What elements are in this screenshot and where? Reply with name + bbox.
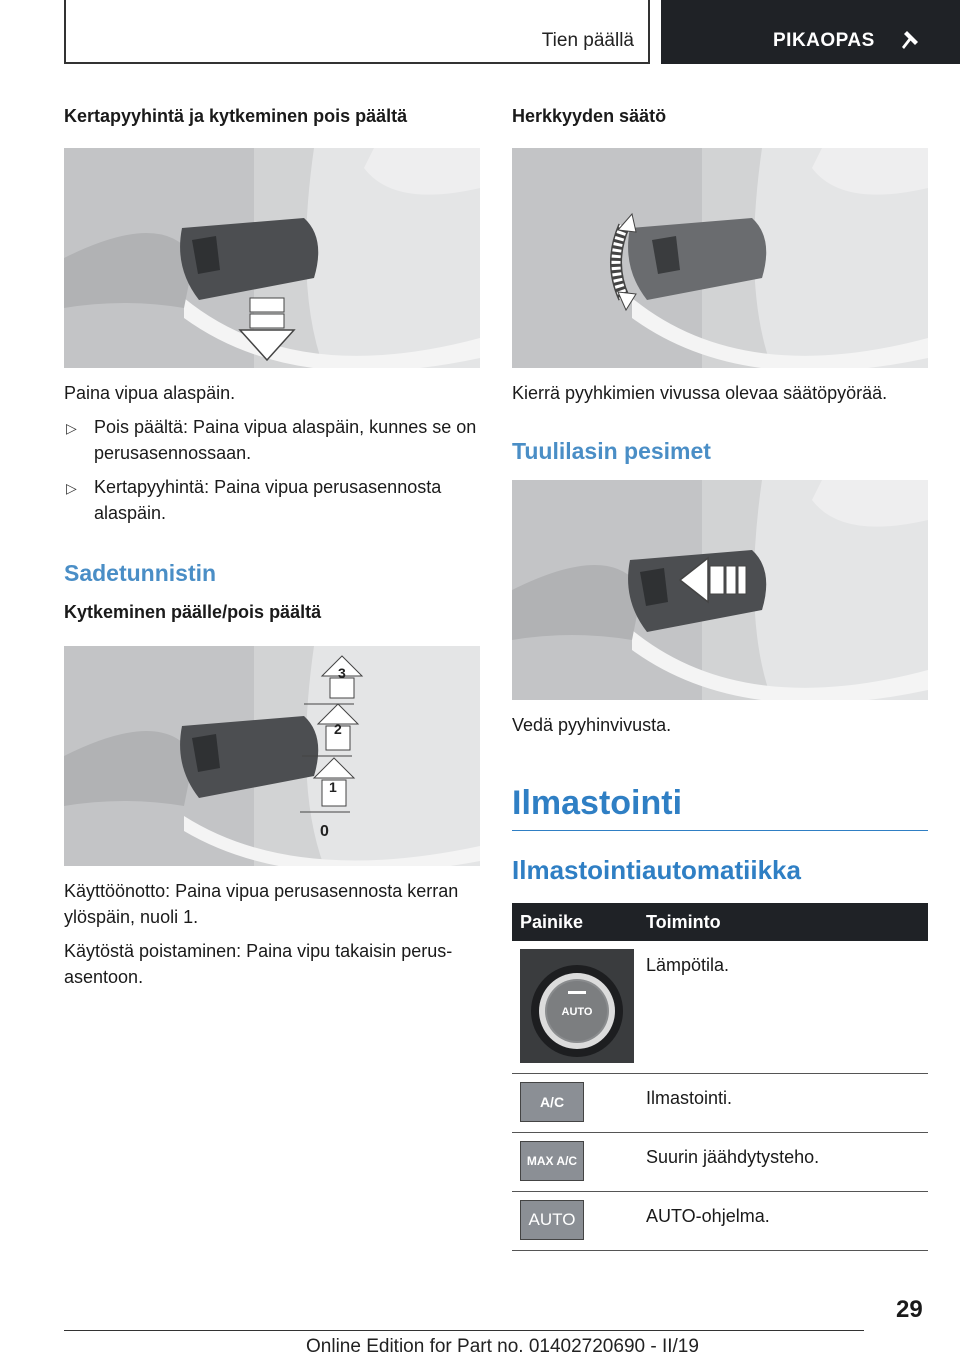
bullet-item: ▷ Pois päältä: Paina vipua alaspäin, kunnes se on perusasennossaan.: [66, 417, 477, 463]
function-cell: Lämpötila.: [638, 941, 928, 1074]
header-guide-label: PIKAOPAS: [773, 30, 875, 51]
max-ac-button-icon: MAX A/C: [520, 1141, 584, 1181]
table-row: [512, 1133, 928, 1192]
bullet-list-wipe: [64, 414, 480, 526]
heading-single-wipe: Kertapyyhintä ja kytkeminen pois päältä: [64, 106, 408, 126]
col-header-button: Painike: [512, 903, 638, 941]
header-section-label: Tien päällä: [541, 30, 634, 51]
arrow-label-1: 1: [329, 779, 337, 795]
heading-rain-sensor: Sadetunnistin: [64, 560, 217, 586]
heading-rain-on-off: Kytkeminen päälle/pois päältä: [64, 602, 322, 622]
col-header-function: Toiminto: [638, 903, 928, 941]
left-column: [64, 100, 480, 990]
arrow-label-0: 0: [320, 823, 329, 840]
photo-rain-sensor-lever: [64, 646, 480, 866]
page-number: 29: [896, 1296, 923, 1323]
footer-edition: Online Edition for Part no. 01402720690 - II/19: [306, 1336, 699, 1357]
text-pull-lever: Vedä pyyhinvivusta.: [512, 715, 672, 735]
table-row: [512, 1074, 928, 1133]
table-row: [512, 1192, 928, 1251]
photo-wiper-lever-down: [64, 148, 480, 368]
arrow-label-2: 2: [334, 721, 342, 737]
text-deactivation: Käytöstä poistaminen: Paina vipu takaisin perusasentoon.: [64, 941, 453, 987]
photo-sensitivity-wheel: [512, 148, 928, 368]
table-row: [512, 941, 928, 1074]
chapter-title: Ilmastointi: [512, 784, 683, 822]
header-section-box: [64, 0, 650, 64]
svg-text:AUTO: AUTO: [561, 1006, 593, 1018]
function-cell: AUTO-ohjelma.: [638, 1192, 928, 1251]
header-guide-box: [661, 0, 960, 64]
table-header-row: [512, 903, 928, 941]
photo-washer-pull: [512, 480, 928, 700]
text-turn-wheel: Kierrä pyyhkimien vivussa olevaa säätöpyörää.: [512, 383, 888, 403]
bullet-item: ▷ Kertapyyhintä: Paina vipua perusasennosta alaspäin.: [66, 477, 442, 523]
right-column: [512, 100, 928, 1251]
chapter-rule: [512, 830, 928, 831]
function-cell: Suurin jäähdytysteho.: [638, 1133, 928, 1192]
heading-washer: Tuulilasin pesimet: [512, 438, 711, 464]
text-activation: Käyttöönotto: Paina vipua perusasennosta kerran ylöspäin, nuoli 1.: [64, 881, 459, 927]
temperature-knob-icon: [520, 949, 634, 1063]
triangle-bullet-icon: ▷: [66, 480, 77, 496]
footer-rule: [64, 1330, 864, 1331]
arrow-label-3: 3: [338, 665, 346, 681]
triangle-bullet-icon: ▷: [66, 420, 77, 436]
car-road-icon: [899, 28, 921, 50]
climate-table: [512, 903, 928, 1251]
auto-button-icon: AUTO: [520, 1200, 584, 1240]
function-cell: Ilmastointi.: [638, 1074, 928, 1133]
heading-sensitivity: Herkkyyden säätö: [512, 106, 667, 126]
ac-button-icon: A/C: [520, 1082, 584, 1122]
text-press-down: Paina vipua alaspäin.: [64, 383, 236, 403]
subchapter-title: Ilmastointiautomatiikka: [512, 855, 801, 885]
